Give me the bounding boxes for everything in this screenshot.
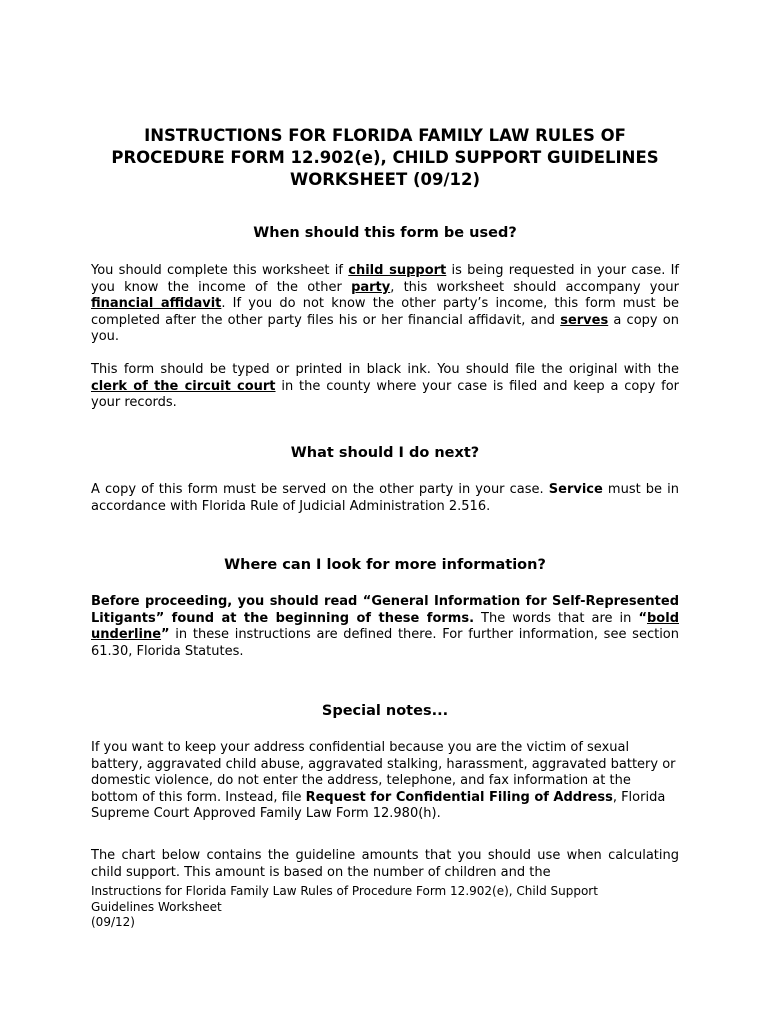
form-title-confidential-filing: Request for Confidential Filing of Address — [305, 789, 613, 805]
bold-instruction: Before proceeding, you should read “General Information for Self-Represented Litigants” found at the beginning of these forms. — [91, 594, 679, 626]
paragraph-when-to-use: You should complete this worksheet if child support is being requested in your case. If you know the income of the other party, this worksheet should accompany your financial affidavit. If you do not know the other party’s income, this form must be completed after the other party files his or her financial affidavit, and serves a copy on you. — [91, 263, 679, 345]
paragraph-ink-and-filing: This form should be typed or printed in black ink. You should file the original with the clerk of the circuit court in the county where your case is filed and keep a copy for your records. — [91, 362, 679, 411]
paragraph-more-information: Before proceeding, you should read “General Information for Self-Represented Litigants” found at the beginning of these forms. The words that are in “bold underline” in these instructions are defined there. For further information, see section 61.30, Florida Statutes. — [91, 594, 679, 659]
term-bold-underline: bold underline — [91, 610, 679, 643]
title-line-3: WORKSHEET (09/12) — [290, 170, 480, 189]
title-line-1: INSTRUCTIONS FOR FLORIDA FAMILY LAW RULES OF — [144, 126, 626, 145]
paragraph-guideline-chart: The chart below contains the guideline amounts that you should use when calculating child support. This amount is based on the number of children and the — [91, 848, 679, 880]
title-line-2: PROCEDURE FORM 12.902(e), CHILD SUPPORT GUIDELINES — [111, 148, 659, 167]
term-party: party — [351, 279, 391, 295]
term-service: Service — [548, 482, 603, 497]
heading-when-to-use: When should this form be used? — [253, 225, 517, 241]
term-serves: serves — [560, 312, 609, 328]
footer-line-2: Guidelines Worksheet — [91, 899, 222, 914]
document-title — [91, 125, 679, 191]
page-footer — [91, 884, 679, 931]
paragraph-next-steps: A copy of this form must be served on the other party in your case. Service must be in accordance with Florida Rule of Judicial Administration 2.516. — [91, 482, 679, 514]
term-child-support: child support — [348, 263, 447, 278]
heading-more-information: Where can I look for more information? — [224, 557, 546, 573]
term-clerk-of-court: clerk of the circuit court — [91, 378, 276, 394]
heading-special-notes: Special notes... — [321, 703, 449, 719]
heading-next-steps: What should I do next? — [290, 445, 480, 461]
term-financial-affidavit: financial affidavit — [91, 296, 222, 312]
paragraph-confidential-address: If you want to keep your address confidential because you are the victim of sexual battery, aggravated child abuse, aggravated stalking, harassment, aggravated battery or domestic violence, do not enter the address, telephone, and fax information at the bottom of this form. Instead, file Request for Confidential Filing of Address, Florida Supreme Court Approved Family Law Form 12.980(h). — [91, 740, 676, 822]
footer-line-1: Instructions for Florida Family Law Rules of Procedure Form 12.902(e), Child Support — [91, 884, 598, 898]
footer-line-3: (09/12) — [91, 915, 135, 929]
